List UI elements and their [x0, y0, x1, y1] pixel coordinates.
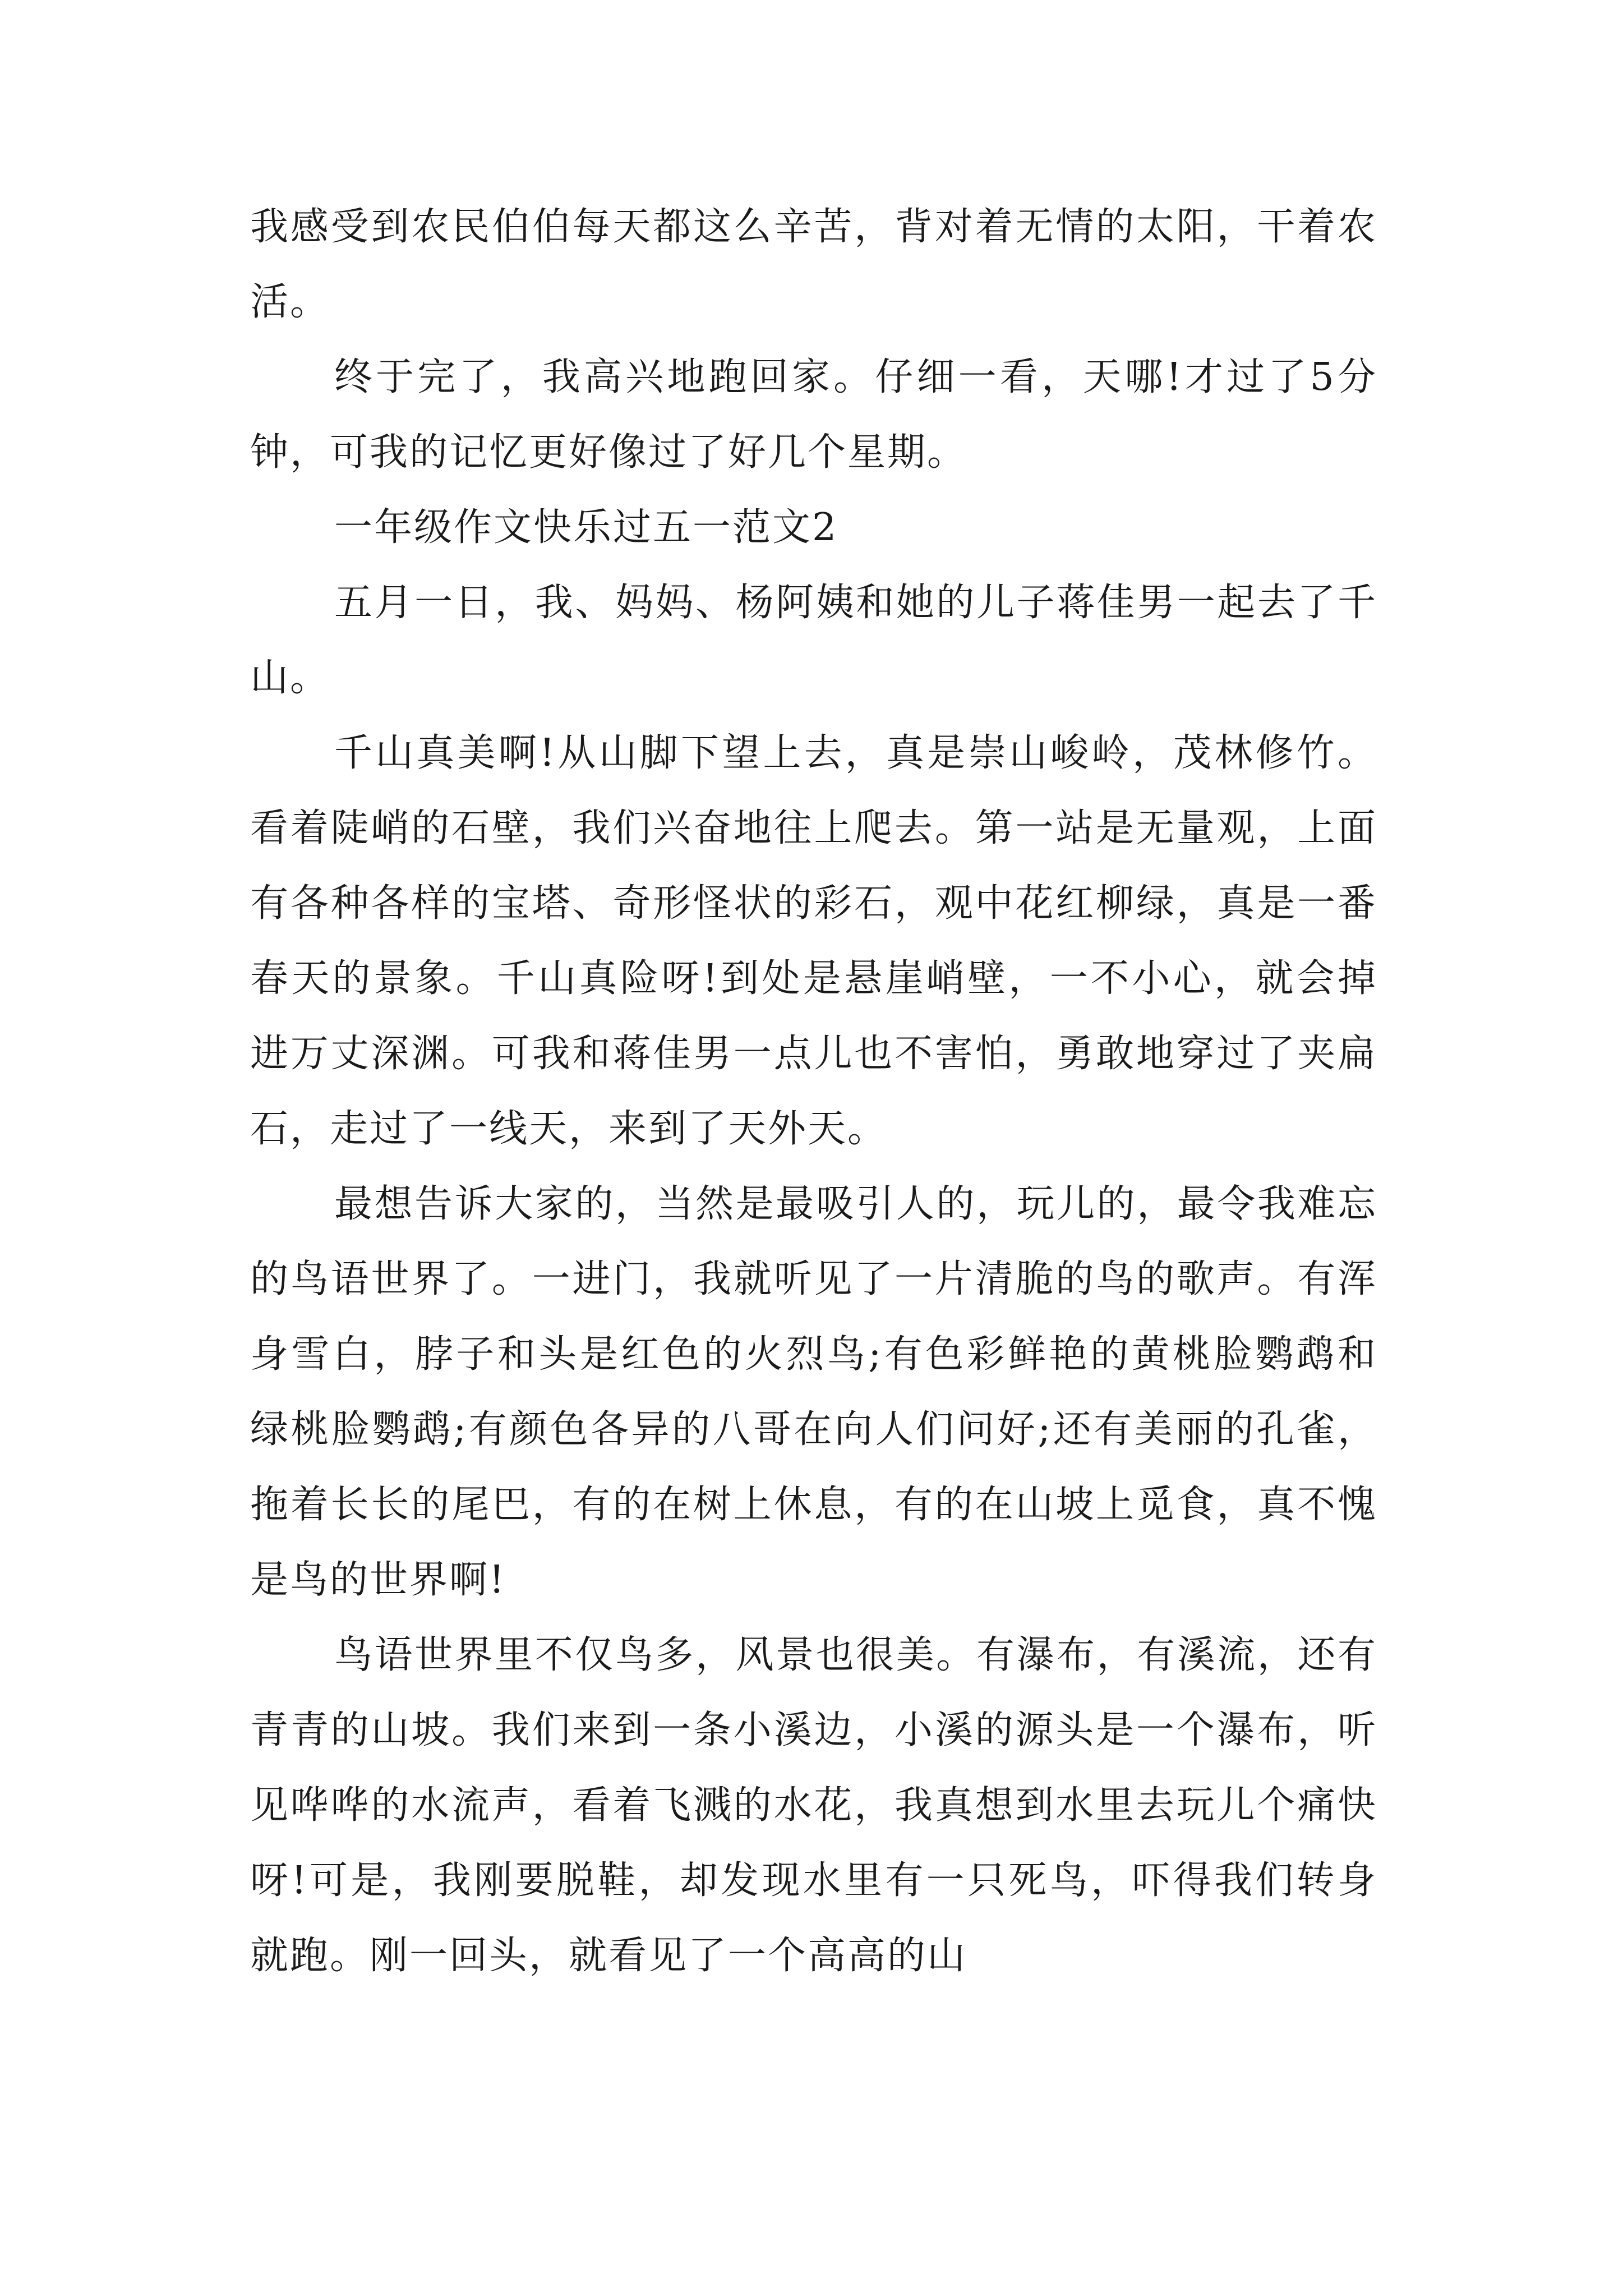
- paragraph-2: 终于完了，我高兴地跑回家。仔细一看，天哪!才过了5分钟，可我的记忆更好像过了好几个星期。: [250, 355, 1377, 475]
- paragraph-6: 鸟语世界里不仅鸟多，风景也很美。有瀑布，有溪流，还有青青的山坡。我们来到一条小溪边，小溪的源头是一个瀑布，听见哗哗的水流声，看着飞溅的水花，我真想到水里去玩儿个痛快呀!可是，我刚要脱鞋，却发现水里有一只死鸟，吓得我们转身就跑。刚一回头，就看见了一个高高的山: [250, 1633, 1377, 1978]
- paragraph-1: 我感受到农民伯伯每天都这么辛苦，背对着无情的太阳，干着农活。: [250, 205, 1377, 324]
- section-title: 一年级作文快乐过五一范文2: [334, 505, 838, 550]
- document-body: [250, 190, 1377, 1994]
- paragraph-3: 五月一日，我、妈妈、杨阿姨和她的儿子蒋佳男一起去了千山。: [250, 581, 1377, 700]
- paragraph-4: 千山真美啊!从山脚下望上去，真是崇山峻岭，茂林修竹。看着陡峭的石壁，我们兴奋地往上爬去。第一站是无量观，上面有各种各样的宝塔、奇形怪状的彩石，观中花红柳绿，真是一番春天的景象。千山真险呀!到处是悬崖峭壁，一不小心，就会掉进万丈深渊。可我和蒋佳男一点儿也不害怕，勇敢地穿过了夹扁石，走过了一线天，来到了天外天。: [250, 731, 1377, 1151]
- paragraph-5: 最想告诉大家的，当然是最吸引人的，玩儿的，最令我难忘的鸟语世界了。一进门，我就听见了一片清脆的鸟的歌声。有浑身雪白，脖子和头是红色的火烈鸟;有色彩鲜艳的黄桃脸鹦鹉和绿桃脸鹦鹉;有颜色各异的八哥在向人们问好;还有美丽的孔雀，拖着长长的尾巴，有的在树上休息，有的在山坡上觅食，真不愧是鸟的世界啊!: [250, 1182, 1377, 1602]
